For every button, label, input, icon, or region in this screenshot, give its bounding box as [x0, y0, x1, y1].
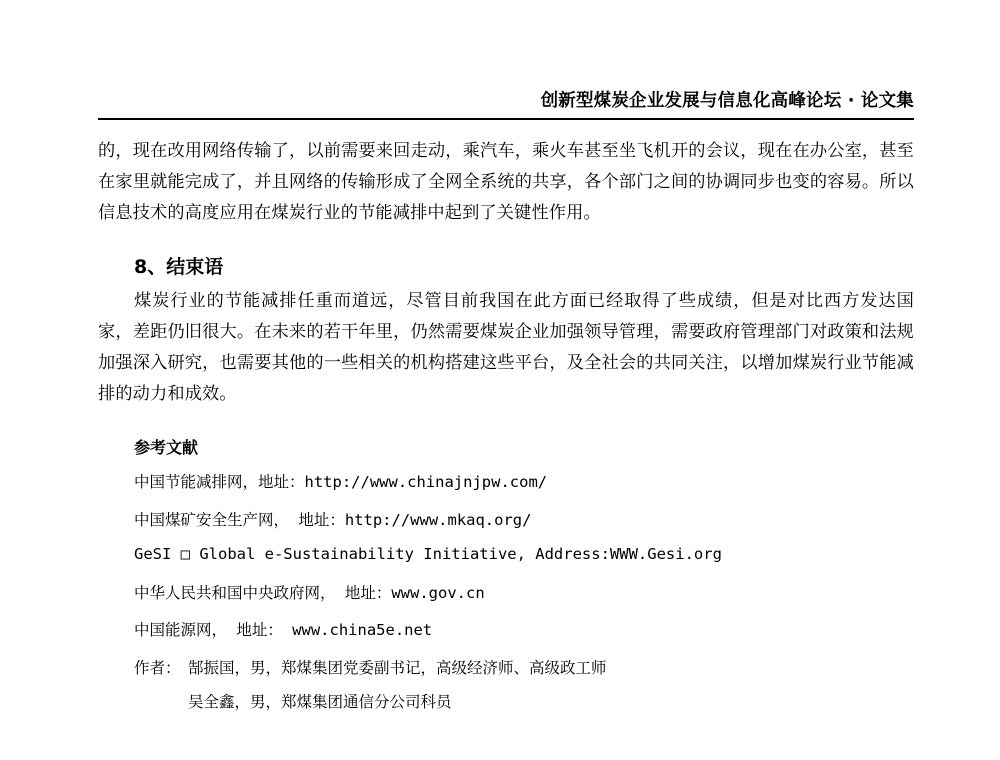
continuation-paragraph-block	[98, 136, 914, 229]
section-heading-conclusion: 8、结束语	[134, 256, 224, 278]
conclusion-paragraph: 煤炭行业的节能减排任重而道远，尽管目前我国在此方面已经取得了些成绩，但是对比西方发达国家，差距仍旧很大。在未来的若干年里，仍然需要煤炭企业加强领导管理，需要政府管理部门对政策和法规加强深入研究，也需要其他的一些相关的机构搭建这些平台，及全社会的共同关注，以增加煤炭行业节能减排的动力和成效。	[98, 291, 914, 404]
author-label: 作者：	[134, 659, 181, 677]
continuation-paragraph: 的，现在改用网络传输了，以前需要来回走动，乘汽车，乘火车甚至坐飞机开的会议，现在在办公室，甚至在家里就能完成了，并且网络的传输形成了全网全系统的共享，各个部门之间的协调同步也变的容易。所以信息技术的高度应用在煤炭行业的节能减排中起到了关键性作用。	[98, 141, 914, 223]
reference-item: 中国能源网， 地址： www.china5e.net	[134, 621, 433, 639]
conclusion-paragraph-block	[98, 286, 914, 410]
reference-item: 中国煤矿安全生产网， 地址：http://www.mkaq.org/	[134, 511, 532, 529]
author-line-1: 郜振国，男，郑煤集团党委副书记，高级经济师、高级政工师	[188, 659, 607, 677]
author-line-2: 吴全鑫，男，郑煤集团通信分公司科员	[188, 693, 452, 711]
reference-item: 中国节能减排网，地址：http://www.chinajnjpw.com/	[134, 473, 548, 491]
page-header	[98, 88, 914, 120]
reference-item: GeSI □ Global e-Sustainability Initiative, Address:WWW.Gesi.org	[134, 545, 722, 563]
reference-item: 中华人民共和国中央政府网， 地址：www.gov.cn	[134, 584, 485, 602]
references-title: 参考文献	[134, 438, 199, 457]
running-head: 创新型煤炭企业发展与信息化高峰论坛 · 论文集	[540, 91, 914, 111]
